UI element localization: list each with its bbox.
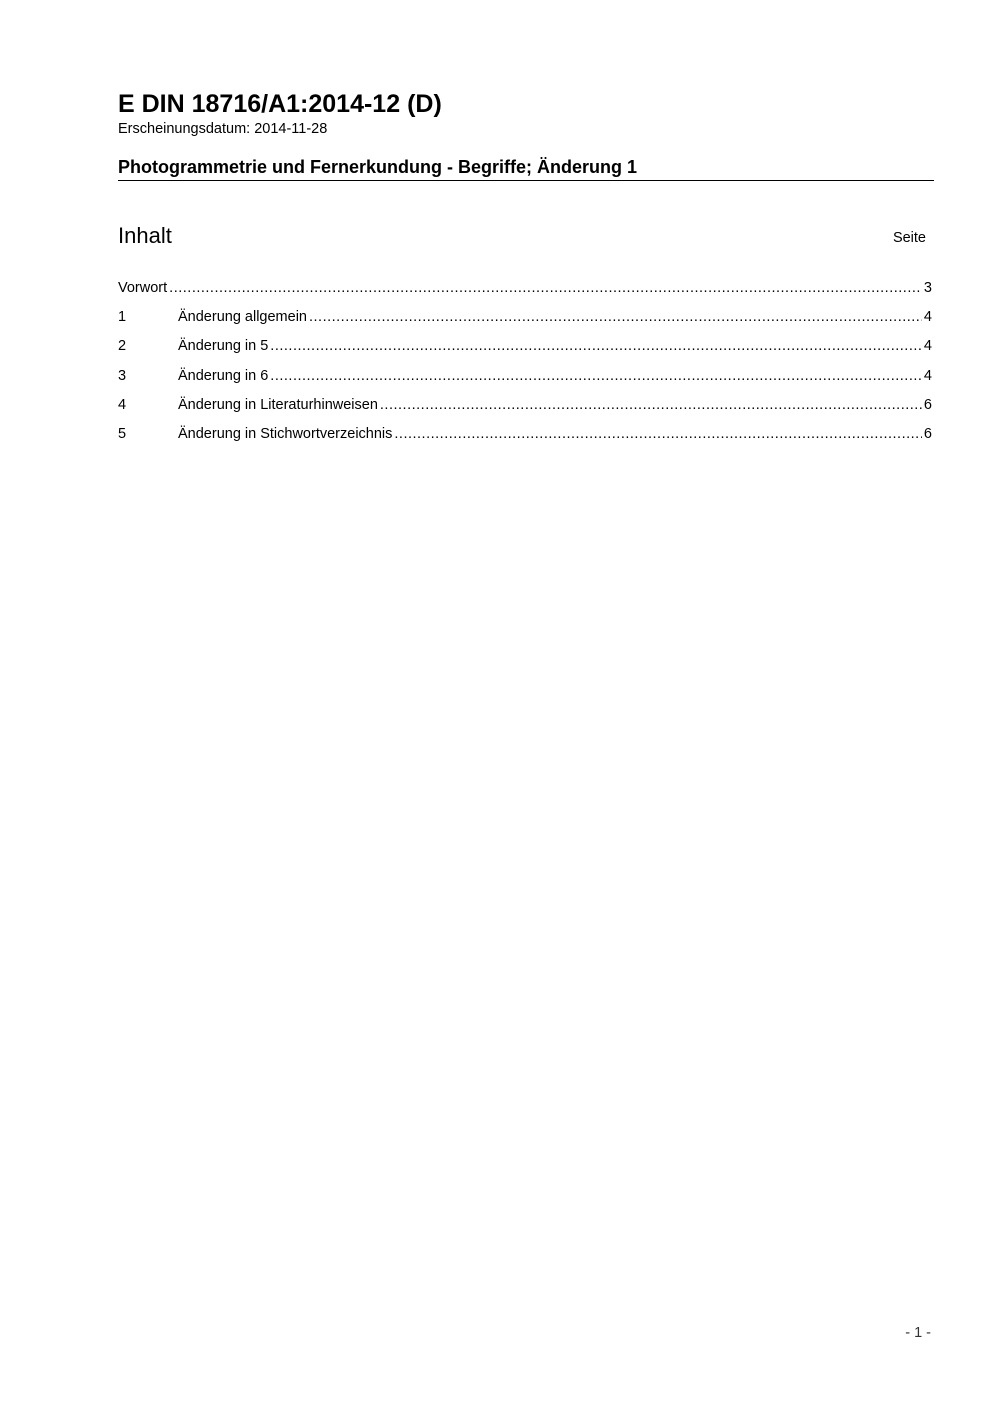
- toc-entry-number: 5: [118, 425, 127, 442]
- toc-entry-number: 2: [118, 338, 127, 355]
- page-number: - 1 -: [905, 1325, 931, 1341]
- toc-heading-row: [118, 221, 926, 251]
- toc-entry-number: 3: [118, 367, 127, 384]
- toc-entry-page: 4: [923, 309, 932, 326]
- toc-entry-2[interactable]: [118, 336, 932, 365]
- toc-entry-page: 4: [923, 367, 932, 384]
- toc-entry-5[interactable]: [118, 424, 932, 453]
- toc-leader-dots: [270, 336, 922, 356]
- toc-entry-text: Änderung allgemein: [178, 309, 307, 326]
- toc-entry-text: Änderung in Stichwortverzeichnis: [178, 425, 393, 442]
- toc-leader-dots: [169, 278, 922, 298]
- toc-heading: Inhalt: [118, 223, 172, 248]
- toc-entry-number: 1: [118, 309, 127, 326]
- toc-entry-vorwort[interactable]: [118, 278, 932, 307]
- document-title: Photogrammetrie und Fernerkundung - Begriffe; Änderung 1: [118, 155, 934, 181]
- toc-entry-text: Vorwort: [118, 280, 168, 296]
- toc-entry-number: 4: [118, 396, 127, 413]
- publication-date: Erscheinungsdatum: 2014-11-28: [118, 121, 328, 137]
- document-id: E DIN 18716/A1:2014-12 (D): [118, 90, 442, 118]
- toc-leader-dots: [380, 395, 922, 415]
- toc-entry-page: 3: [923, 280, 932, 296]
- toc-entry-text: Änderung in 5: [178, 338, 269, 355]
- toc-entry-3[interactable]: [118, 366, 932, 395]
- table-of-contents: [118, 278, 932, 453]
- document-header: [118, 88, 934, 181]
- toc-leader-dots: [309, 307, 922, 327]
- toc-entry-page: 6: [923, 425, 932, 442]
- toc-entry-text: Änderung in 6: [178, 367, 269, 384]
- toc-leader-dots: [270, 366, 922, 386]
- toc-entry-1[interactable]: [118, 307, 932, 336]
- toc-page-label: Seite: [892, 230, 926, 246]
- toc-entry-page: 4: [923, 338, 932, 355]
- toc-entry-4[interactable]: [118, 395, 932, 424]
- toc-entry-page: 6: [923, 396, 932, 413]
- toc-leader-dots: [394, 424, 922, 444]
- toc-entry-text: Änderung in Literaturhinweisen: [178, 396, 378, 413]
